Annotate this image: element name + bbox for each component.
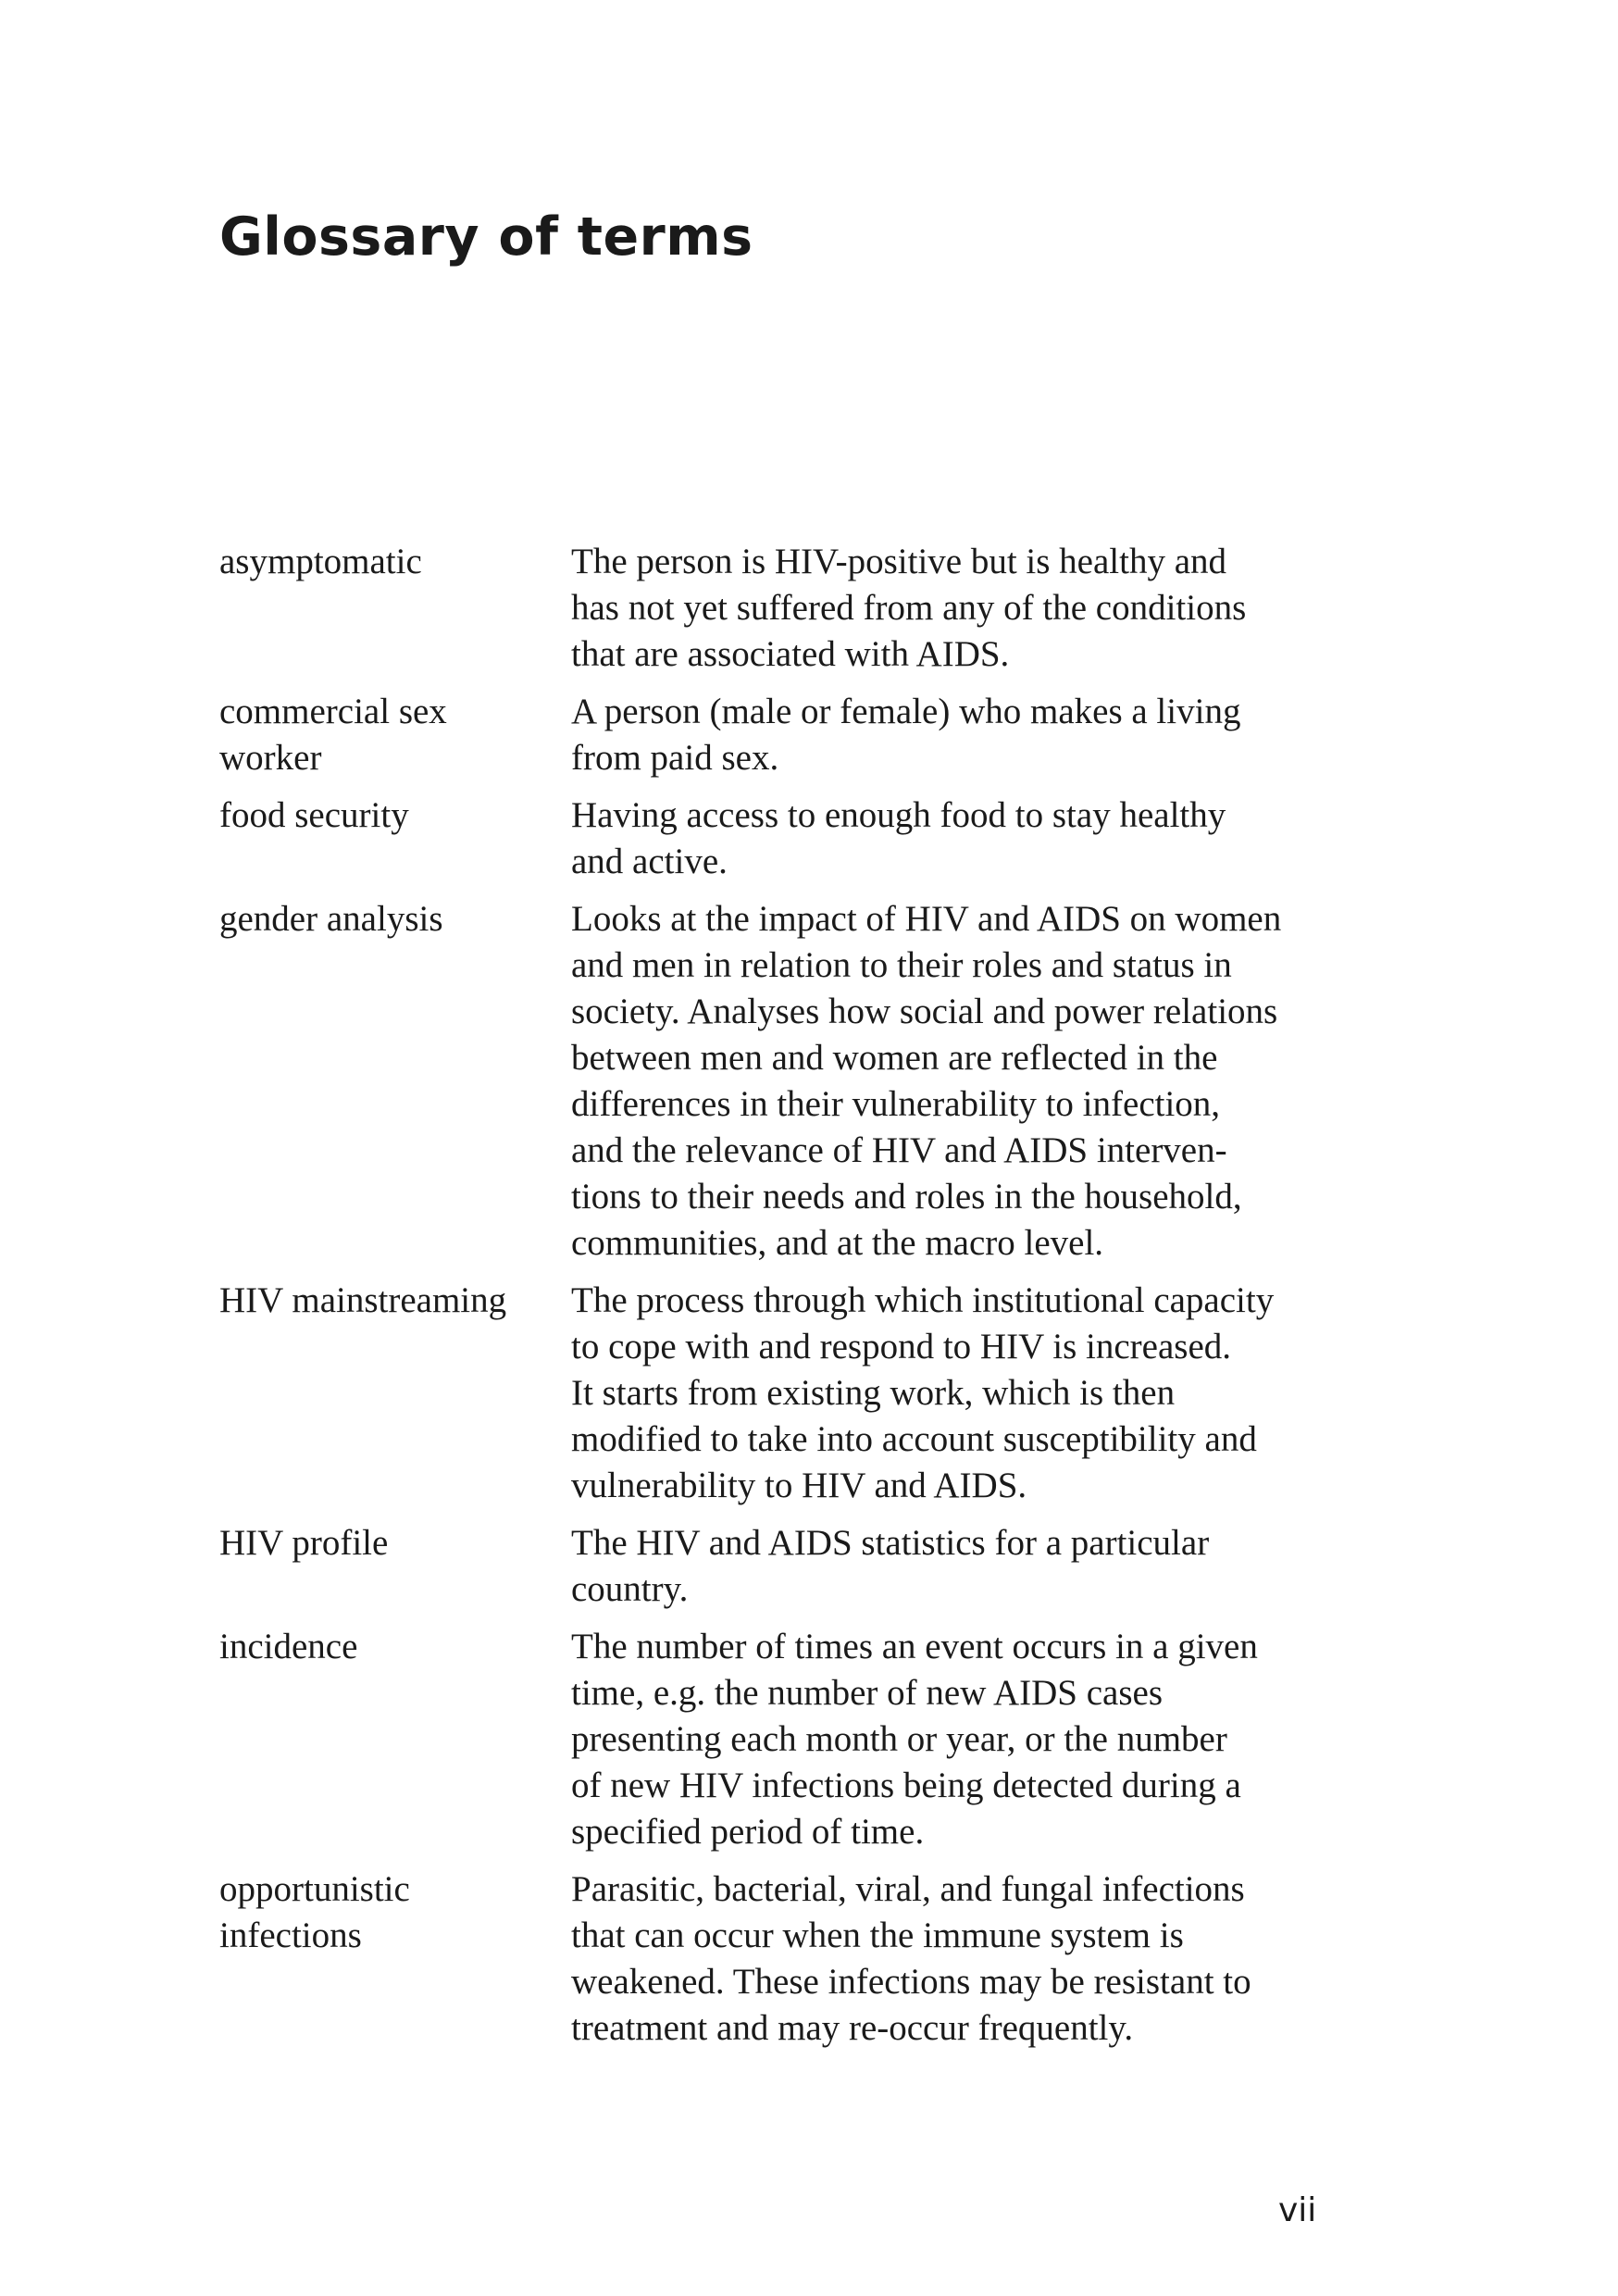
glossary-term: opportunistic infections xyxy=(219,1869,410,1955)
glossary-list xyxy=(219,539,1413,2063)
glossary-entry-hiv-profile xyxy=(219,1520,1413,1613)
glossary-definition: The HIV and AIDS statistics for a particular country. xyxy=(571,1523,1210,1609)
glossary-definition: A person (male or female) who makes a living from paid sex. xyxy=(571,692,1241,778)
page-title: Glossary of terms xyxy=(219,206,753,268)
glossary-definition: The number of times an event occurs in a given time, e.g. the number of new AIDS cases presenting each month or year, or the number of new HIV infections being detected during a specified period of time. xyxy=(571,1627,1258,1852)
glossary-term: commercial sex worker xyxy=(219,692,447,778)
glossary-term: asymptomatic xyxy=(219,542,422,581)
glossary-term: HIV mainstreaming xyxy=(219,1280,507,1320)
glossary-definition: The process through which institutional capacity to cope with and respond to HIV is increased. It starts from existing work, which is then modified to take into account susceptibility and vulnerability to HIV and AIDS. xyxy=(571,1280,1275,1505)
glossary-definition: Having access to enough food to stay healthy and active. xyxy=(571,795,1226,881)
glossary-definition: Looks at the impact of HIV and AIDS on women and men in relation to their roles and status in society. Analyses how social and power relations between men and women are reflected in the differences in their vulnerability to infection, and the relevance of HIV and AIDS interven- tions to their needs and roles in the household, communities, and at the macro level. xyxy=(571,899,1282,1263)
glossary-term: food security xyxy=(219,795,409,835)
glossary-entry-commercial-sex-worker xyxy=(219,689,1413,781)
glossary-entry-incidence xyxy=(219,1624,1413,1855)
glossary-term: HIV profile xyxy=(219,1523,389,1563)
glossary-definition: The person is HIV-positive but is healthy and has not yet suffered from any of the conditions that are associated with AIDS. xyxy=(571,542,1247,674)
page-number: vii xyxy=(1278,2191,1317,2229)
glossary-entry-hiv-mainstreaming xyxy=(219,1278,1413,1509)
glossary-entry-opportunistic-infections xyxy=(219,1866,1413,2052)
glossary-entry-food-security xyxy=(219,792,1413,885)
glossary-definition: Parasitic, bacterial, viral, and fungal infections that can occur when the immune system is weakened. These infections may be resistant to treatment and may re-occur frequently. xyxy=(571,1869,1251,2048)
glossary-entry-asymptomatic xyxy=(219,539,1413,678)
glossary-term: incidence xyxy=(219,1627,358,1666)
glossary-entry-gender-analysis xyxy=(219,896,1413,1267)
glossary-term: gender analysis xyxy=(219,899,443,939)
